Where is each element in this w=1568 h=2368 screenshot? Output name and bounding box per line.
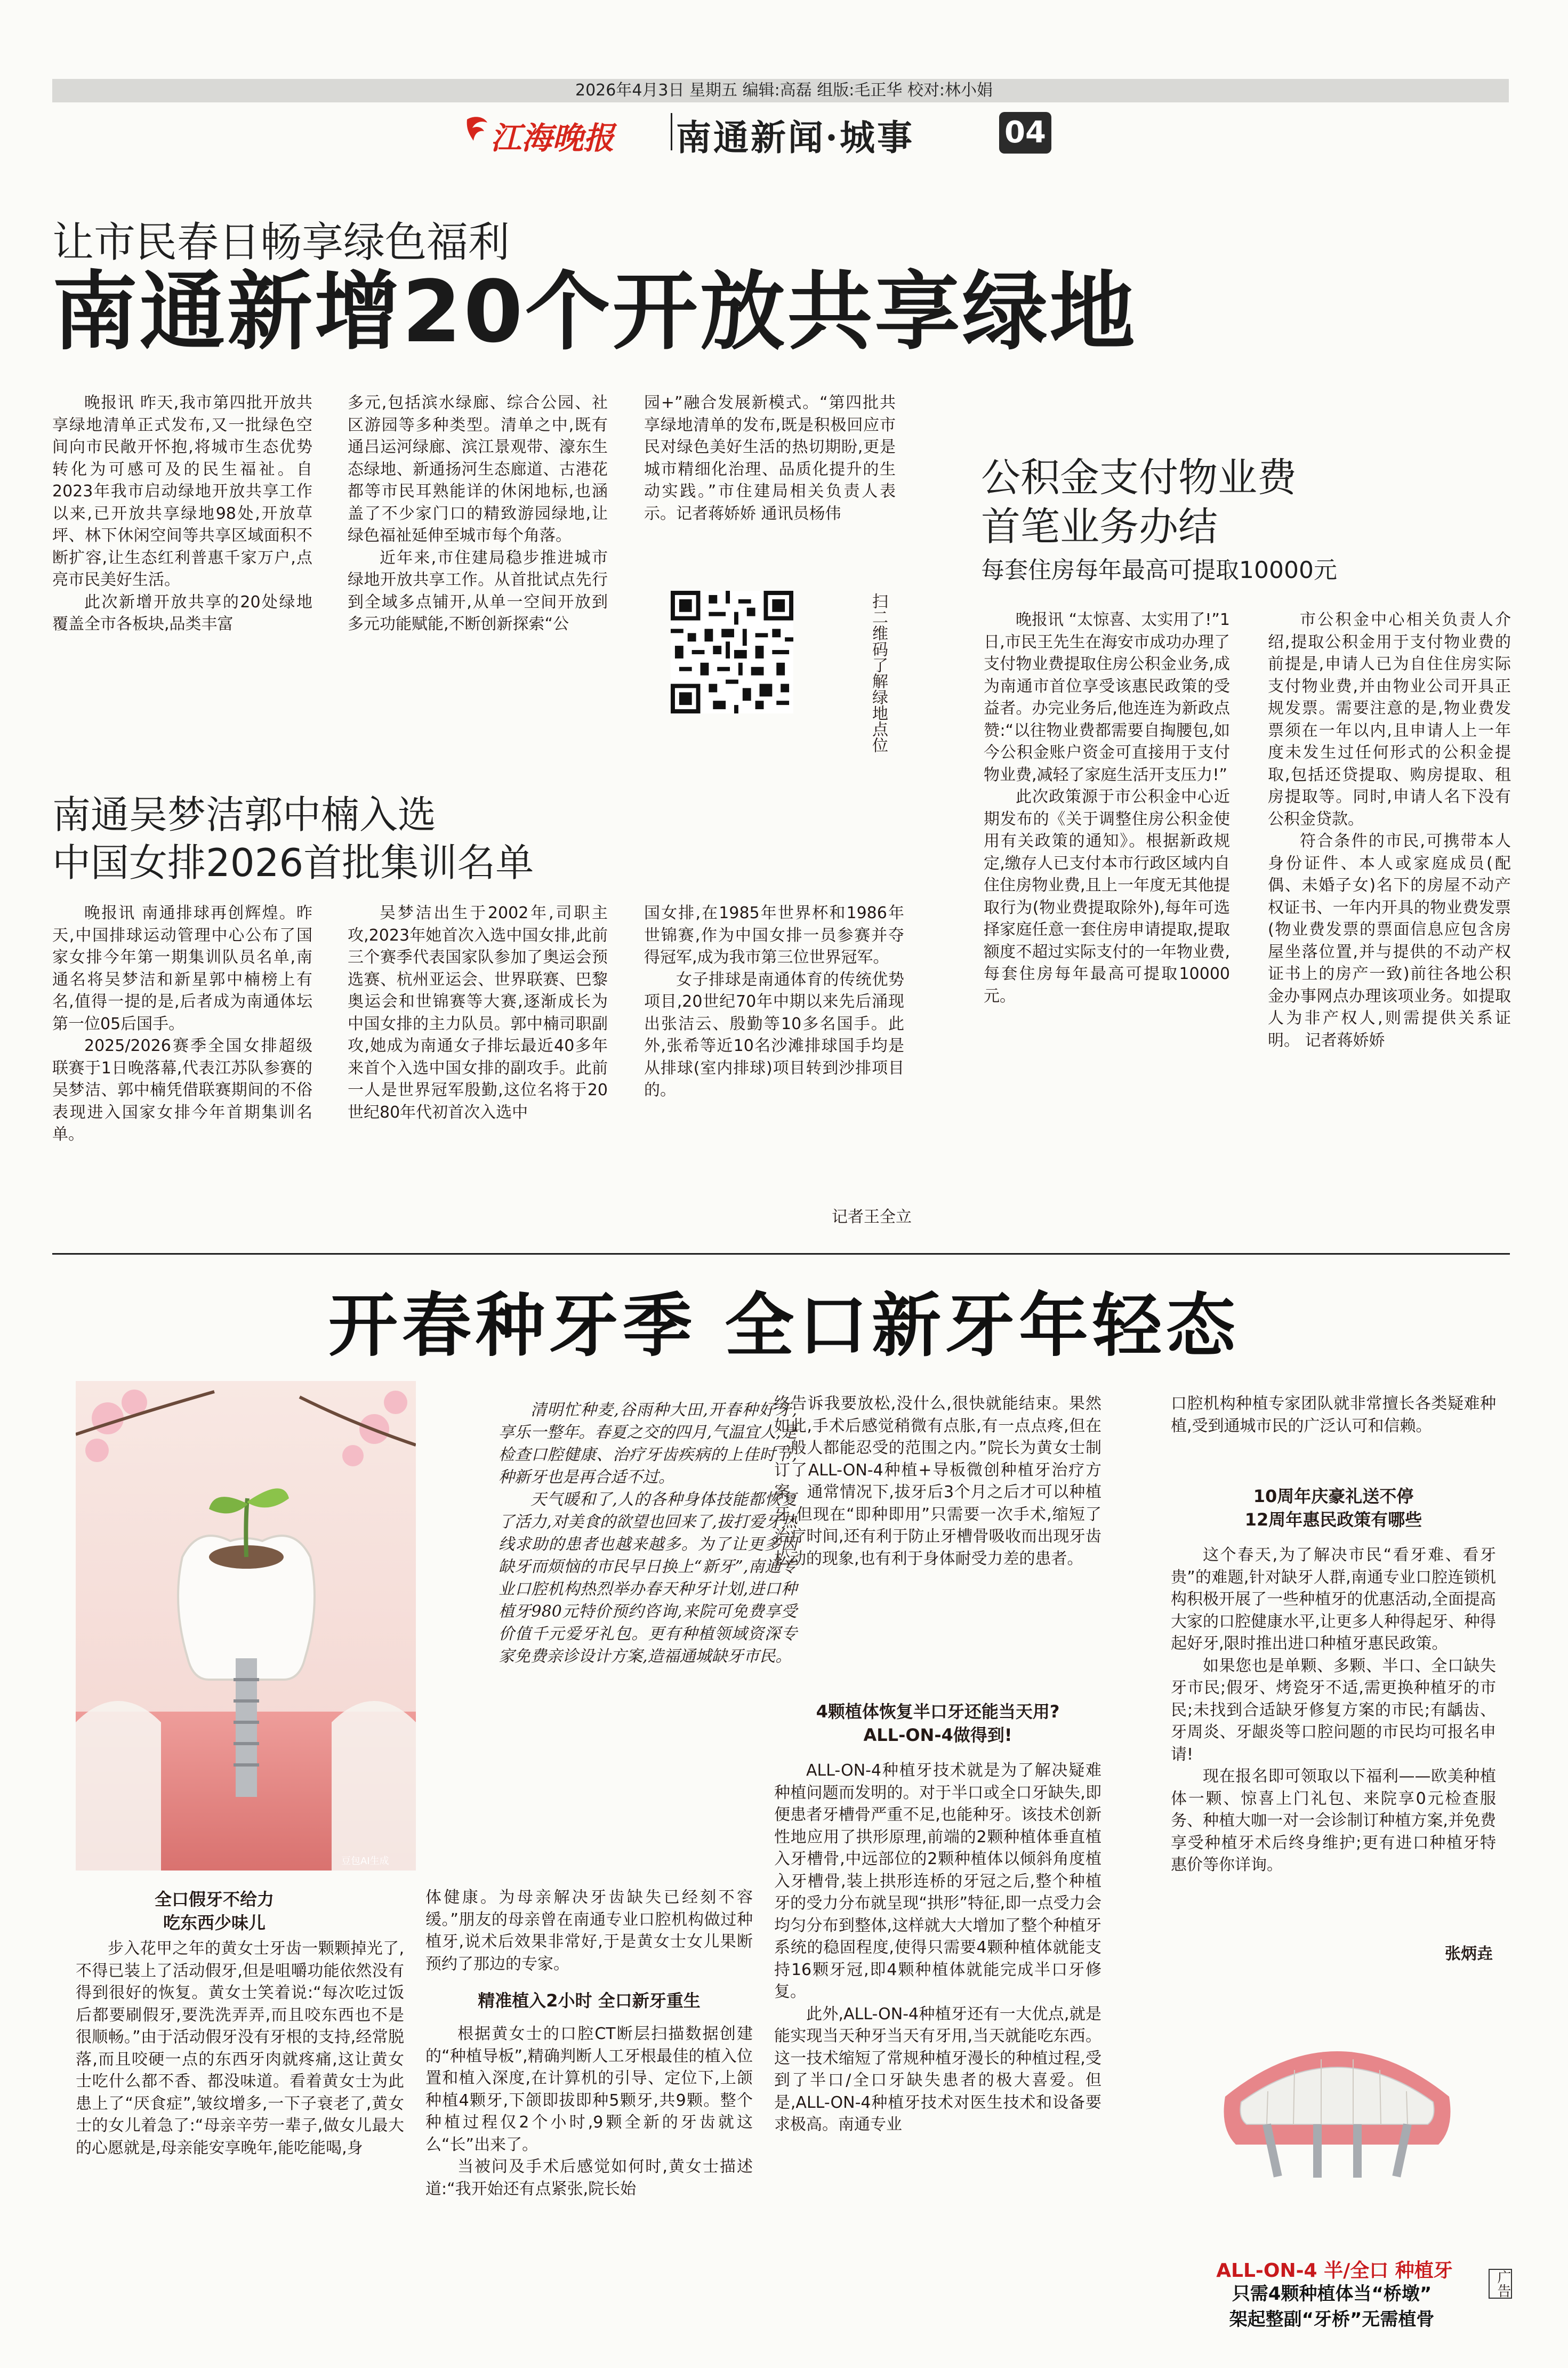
paragraph: 步入花甲之年的黄女士牙齿一颗颗掉光了,不得已装上了活动假牙,但是咀嚼功能依然没有得到很好的恢复。黄女士笑着说:“每次吃过饭后都要刷假牙,要洗洗弄弄,而且咬东西也不是很顺畅。”由于活动假牙没有牙根的支持,经常脱落,而且咬硬一点的东西牙肉就疼痛,这让黄女士吃什么都不香、都没味道。看着黄女士为此患上了“厌食症”,皱纹增多,一下子衰老了,黄女士的女儿着急了:“母亲辛劳一辈子,做女儿最大的心愿就是,母亲能安享晚年,能吃能喝,身 [76,1939,404,2157]
dental-subhead-3: 4颗植体恢复半口牙还能当天用? ALL-ON-4做得到! [816,1701,1060,1745]
dental-subhead-4: 10周年庆豪礼送不停 12周年惠民政策有哪些 [1244,1486,1422,1530]
paragraph: 这个春天,为了解决市民“看牙难、看牙贵”的难题,针对缺牙人群,南通专业口腔连锁机构积极开展了一些种植牙的优惠活动,全面提高大家的口腔健康水平,让更多人种得起牙、种得起好牙,限时推出进口种植牙惠民政策。 [1171,1546,1496,1653]
implant-bridge-illustration [1204,1985,1470,2246]
section-divider [52,1253,1510,1255]
paragraph: 女子排球是南通体育的传统优势项目,20世纪70年中期以来先后涌现出张洁云、殷勤等10多名国手。此外,张希等近10名沙滩排球国手均是从排球(室内排球)项目转到沙排项目的。 [644,970,904,1099]
qr-code[interactable] [671,591,793,713]
paragraph: 吴梦洁出生于2002年,司职主攻,2023年她首次入选中国女排,此前三个赛季代表国家队参加了奥运会预选赛、杭州亚运会、世界联赛、巴黎奥运会和世锦赛等大赛,逐渐成长为中国女排的主力队员。郭中楠司职副攻,她成为南通女子排坛最近40多年来首个入选中国女排的副攻手。此前一人是世界冠军殷勤,这位名将于20世纪80年代初首次入选中 [348,904,608,1122]
fund-subhead: 每套住房每年最高可提取10000元 [981,557,1337,584]
dental-subhead-2: 精准植入2小时 全口新牙重生 [478,1990,701,2011]
paragraph: 如果您也是单颗、多颗、半口、全口缺失牙市民;假牙、烤瓷牙不适,需更换种植牙的市民;未找到合适缺牙修复方案的市民;有龋齿、牙周炎、牙龈炎等口腔问题的市民均可报名申请! [1171,1656,1496,1764]
paragraph: 口腔机构种植专家团队就非常擅长各类疑难种植,受到通城市民的广泛认可和信赖。 [1171,1394,1496,1435]
paragraph: 根据黄女士的口腔CT断层扫描数据创建的“种植导板”,精确判断人工牙根最佳的植入位置和植入深度,在计算机的引导、定位下,上颌种植4颗牙,下颌即拔即种5颗牙,共9颗。整个种植过程仅2个小时,9颗全新的牙齿就这么“长”出来了。 [425,2025,753,2154]
lead-column-2 [348,392,608,636]
advertisement-label: 广告 [1489,2269,1512,2299]
paragraph: 2025/2026赛季全国女排超级联赛于1日晚落幕,代表江苏队参赛的吴梦洁、郭中楠凭借联赛期间的不俗表现进入国家女排今年首期集训名单。 [52,1037,312,1144]
volleyball-column-1 [52,902,312,1146]
section-title: 南通新闻·城事 [676,117,914,158]
paragraph: 国女排,在1985年世界杯和1986年世锦赛,作为中国女排一员参赛并夺得冠军,成为我市第三位世界冠军。 [644,904,904,967]
lead-column-3 [644,392,896,525]
paragraph: 天气暖和了,人的各种身体技能都恢复了活力,对美食的欲望也回来了,拔打爱牙热线求助的患者也越来越多。为了让更多因缺牙而烦恼的市民早日换上“新牙”,南通专业口腔机构热烈举办春天种牙计划,进口种植牙980元特价预约咨询,来院可免费享受价值千元爱牙礼包。更有种植领域资深专家免费亲诊设计方案,造福通城缺牙市民。 [498,1490,797,1666]
logo-mark-icon [463,114,489,149]
volleyball-headline-1: 南通吴梦洁郭中楠入选 [52,792,437,837]
dental-column-4a [1171,1393,1496,1437]
dental-column-1 [76,1938,404,2159]
paragraph: 此次新增开放共享的20处绿地覆盖全市各板块,品类丰富 [52,592,312,633]
dateline: 2026年4月3日 星期五 编辑:高磊 组版:毛正华 校对:林小娟 [575,81,993,100]
dental-column-2a [425,1887,753,1975]
tooth-sprout-illustration [76,1381,416,1871]
paragraph: 晚报讯 “太惊喜、太实用了!”1日,市民王先生在海安市成功办理了支付物业费提取住房公积金业务,成为南通市首位享受该惠民政策的受益者。办完业务后,他连连为新政点赞:“以往物业费都需要自掏腰包,如今公积金账户资金可直接用于支付物业费,减轻了家庭生活开支压力!” [984,611,1230,784]
dental-column-3b [774,1760,1101,2136]
dental-intro [498,1399,797,1668]
paragraph: 此次政策源于市公积金中心近期发布的《关于调整住房公积金使用有关政策的通知》。根据新政规定,缴存人已支付本市行政区域内自住住房物业费,且上一年度无其他提取行为(物业费提取除外),每年可选择家庭任意一套住房申请提取,提取额度不超过实际支付的一年物业费,每套住房每年最高可提取10000元。 [984,788,1230,1006]
dental-column-3a [774,1393,1101,1570]
lead-kicker: 让市民春日畅享绿色福利 [52,219,510,267]
fund-column-2 [1268,609,1511,1051]
dental-headline: 开春种牙季 全口新牙年轻态 [328,1285,1240,1366]
paragraph: 近年来,市住建局稳步推进城市绿地开放共享工作。从首批试点先行到全域多点铺开,从单一空间开放到多元功能赋能,不断创新探索“公 [348,548,608,633]
paragraph: 符合条件的市民,可携带本人身份证件、本人或家庭成员(配偶、未婚子女)名下的房屋不动产权证书、一年内开具的物业费发票(物业费发票的票面信息应包含房屋坐落位置,并与提供的不动产权证书上的房产一致)前往各地公积金办事网点办理该项业务。如提取人为非产权人,则需提供关系证明。 记者蒋娇娇 [1268,832,1511,1050]
volleyball-byline: 记者王全立 [832,1208,912,1226]
volleyball-headline-2: 中国女排2026首批集训名单 [52,840,534,885]
dental-subhead-1: 全口假牙不给力 吃东西少味儿 [154,1889,274,1933]
paragraph: 市公积金中心相关负责人介绍,提取公积金用于支付物业费的前提是,申请人已为自住住房实际支付物业费,并由物业公司开具正规发票。需要注意的是,物业费发票须在一年以内,且申请人上一年度未发生过任何形式的公积金提取,包括还贷提取、购房提取、租房提取等。同时,申请人名下没有公积金贷款。 [1268,611,1511,829]
ai-generated-tag: 豆包AI生成 [341,1856,389,1867]
paragraph: 当被问及手术后感觉如何时,黄女士描述道:“我开始还有点紧张,院长始 [425,2157,753,2198]
paragraph: ALL-ON-4种植牙技术就是为了解决疑难种植问题而发明的。对于半口或全口牙缺失,即便患者牙槽骨严重不足,也能种牙。该技术创新性地应用了拱形原理,前端的2颗种植体垂直植入牙槽骨,中远部位的2颗种植体以倾斜角度植入牙槽骨,装上拱形连桥的牙冠之后,整个种植牙的受力分布就呈现“拱形”特征,即一点受力会均匀分布到整体,这样就大大增加了整个种植牙系统的稳固程度,使得只需要4颗种植体就能支持16颗牙冠,即4颗种植体就能完成半口牙修复。 [774,1761,1101,2001]
paragraph: 园+”融合发展新模式。“第四批共享绿地清单的发布,既是积极回应市民对绿色美好生活的热切期盼,更是城市精细化治理、品质化提升的生动实践。”市住建局相关负责人表示。记者蒋娇娇 通讯员杨伟 [644,394,896,523]
page-number: 04 [999,112,1051,154]
implant-caption-title: ALL-ON-4 半/全口 种植牙 [1216,2260,1453,2282]
volleyball-column-2 [348,902,608,1123]
masthead-divider [671,113,672,150]
paragraph: 多元,包括滨水绿廊、综合公园、社区游园等多种类型。清单之中,既有通吕运河绿廊、滨江景观带、濠东生态绿地、新通扬河生态廊道、古港花都等市民耳熟能详的休闲地标,也涵盖了不少家门口的精致游园绿地,让绿色福祉延伸至城市每个角落。 [348,394,608,545]
implant-caption-line-2: 架起整副“牙桥”无需植骨 [1229,2309,1435,2330]
fund-headline-2: 首笔业务办结 [981,504,1218,550]
paragraph: 清明忙种麦,谷雨种大田,开春种好牙,享乐一整年。春夏之交的四月,气温宜人,是检查口腔健康、治疗牙齿疾病的上佳时节,种新牙也是再合适不过。 [498,1401,797,1487]
lead-headline: 南通新增20个开放共享绿地 [52,262,1137,362]
fund-column-1 [984,609,1230,1007]
lead-column-1 [52,392,312,636]
fund-headline-1: 公积金支付物业费 [981,455,1297,501]
dental-column-2b [425,2023,753,2200]
paragraph: 晚报讯 昨天,我市第四批开放共享绿地清单正式发布,又一批绿色空间向市民敞开怀抱,将城市生态优势转化为可感可及的民生福祉。自2023年我市启动绿地开放共享工作以来,已开放共享绿地98处,开放草坪、林下休闲空间等共享区域面积不断扩容,让生态红利普惠千家万户,点亮市民美好生活。 [52,394,312,589]
volleyball-column-3 [644,902,904,1102]
paragraph: 终告诉我要放松,没什么,很快就能结束。果然如此,手术后感觉稍微有点胀,有一点点疼,但在一般人都能忍受的范围之内。”院长为黄女士制订了ALL-ON-4种植+导板微创种植牙治疗方案。通常情况下,拔牙后3个月之后才可以种植牙,但现在“即种即用”只需要一次手术,缩短了治疗时间,还有利于防止牙槽骨吸收而出现牙齿松动的现象,也有利于身体耐受力差的患者。 [774,1394,1101,1568]
implant-caption-line-1: 只需4颗种植体当“桥墩” [1232,2283,1432,2305]
newspaper-logo: 江海晚报 [490,120,615,156]
dental-byline: 张炳垚 [1445,1945,1493,1963]
paragraph: 体健康。为母亲解决牙齿缺失已经刻不容缓。”朋友的母亲曾在南通专业口腔机构做过种植牙,说术后效果非常好,于是黄女士女儿果断预约了那边的专家。 [425,1888,753,1973]
paragraph: 此外,ALL-ON-4种植牙还有一大优点,就是能实现当天种牙当天有牙用,当天就能吃东西。这一技术缩短了常规种植牙漫长的种植过程,受到了半口/全口牙缺失患者的极大喜爱。但是,ALL-ON-4种植牙技术对医生技术和设备要求极高。南通专业 [774,2004,1101,2134]
paragraph: 现在报名即可领取以下福利——欧美种植体一颗、惊喜上门礼包、来院享0元检查服务、种植大咖一对一会诊制订种植方案,并免费享受种植牙术后终身维护;更有进口种植牙特惠价等你详询。 [1171,1767,1496,1874]
qr-caption: 扫二维码了解绿地点位 [869,593,888,753]
dental-column-4b [1171,1544,1496,1876]
paragraph: 晚报讯 南通排球再创辉煌。昨天,中国排球运动管理中心公布了国家女排今年第一期集训队员名单,南通名将吴梦洁和新星郭中楠榜上有名,值得一提的是,后者成为南通体坛第一位05后国手。 [52,904,312,1033]
